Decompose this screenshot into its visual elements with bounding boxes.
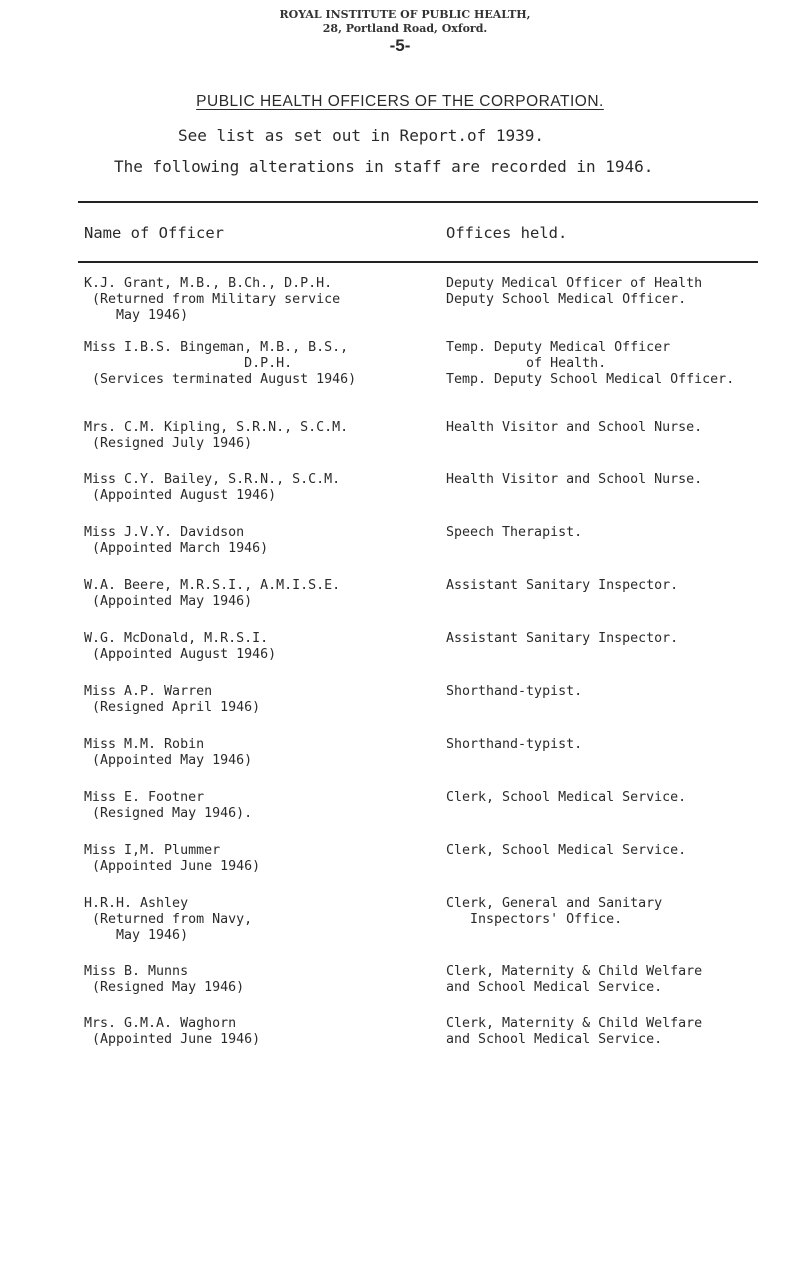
officer-name (84, 578, 340, 610)
officer-offices (446, 525, 582, 541)
officer-offices (446, 340, 734, 388)
officer-name (84, 340, 356, 388)
officer-offices (446, 1016, 702, 1048)
officer-name-line: Mrs. C.M. Kipling, S.R.N., S.C.M. (84, 420, 349, 435)
officer-name-line: Miss C.Y. Bailey, S.R.N., S.C.M. (84, 472, 341, 487)
officer-name (84, 843, 260, 875)
officer-name-line: (Appointed June 1946) (84, 1032, 261, 1047)
stamp-line-1: ROYAL INSTITUTE OF PUBLIC HEALTH, (279, 8, 531, 21)
officer-name (84, 790, 252, 822)
officer-office-line: Shorthand-typist. (446, 684, 583, 699)
officer-name-line: (Appointed May 1946) (84, 753, 253, 768)
officer-office-line: of Health. (446, 356, 607, 371)
stamp-line-2: 28, Portland Road, Oxford. (322, 22, 488, 35)
officer-office-line: Assistant Sanitary Inspector. (446, 631, 679, 646)
officer-offices (446, 684, 582, 700)
officer-name-line: W.A. Beere, M.R.S.I., A.M.I.S.E. (84, 578, 341, 593)
officer-name-line: Miss A.P. Warren (84, 684, 213, 699)
officer-office-line: Clerk, General and Sanitary (446, 896, 663, 911)
officer-offices (446, 420, 702, 436)
officer-office-line: Health Visitor and School Nurse. (446, 472, 703, 487)
officer-name-line: (Returned from Navy, (84, 912, 253, 927)
officer-office-line: Health Visitor and School Nurse. (446, 420, 703, 435)
officer-name-line: (Returned from Military service (84, 292, 341, 307)
officer-name-line: Miss I.B.S. Bingeman, M.B., B.S., (84, 340, 349, 355)
officer-name-line: K.J. Grant, M.B., B.Ch., D.P.H. (84, 276, 333, 291)
officer-office-line: Deputy School Medical Officer. (446, 292, 687, 307)
officer-name-line: (Resigned July 1946) (84, 436, 253, 451)
officer-name-line: (Appointed August 1946) (84, 647, 277, 662)
officer-name-line: Miss I,M. Plummer (84, 843, 221, 858)
officer-office-line: and School Medical Service. (446, 1032, 663, 1047)
officer-office-line: Assistant Sanitary Inspector. (446, 578, 679, 593)
officer-name (84, 684, 260, 716)
officer-name (84, 737, 252, 769)
officer-name-line: Miss E. Footner (84, 790, 205, 805)
officer-name (84, 896, 252, 944)
officer-offices (446, 896, 662, 928)
officer-office-line: Clerk, School Medical Service. (446, 790, 687, 805)
officer-name (84, 276, 340, 324)
officer-office-line: Clerk, Maternity & Child Welfare (446, 964, 703, 979)
officer-name-line: May 1946) (84, 308, 189, 323)
officer-office-line: Temp. Deputy School Medical Officer. (446, 372, 735, 387)
officer-name-line: (Resigned May 1946) (84, 980, 245, 995)
officer-offices (446, 631, 678, 647)
officer-name (84, 631, 276, 663)
officer-name (84, 525, 268, 557)
intro-line-2: The following alterations in staff are recorded in 1946. (114, 157, 654, 176)
officer-name-line: Miss B. Munns (84, 964, 189, 979)
officer-name-line: (Appointed March 1946) (84, 541, 269, 556)
intro-line-1: See list as set out in Report.of 1939. (178, 126, 545, 145)
officer-name-line: (Appointed June 1946) (84, 859, 261, 874)
officer-name-line: (Resigned April 1946) (84, 700, 261, 715)
officer-offices (446, 276, 702, 308)
officer-name-line: (Services terminated August 1946) (84, 372, 357, 387)
officer-name-line: Mrs. G.M.A. Waghorn (84, 1016, 237, 1031)
officer-name (84, 964, 244, 996)
officer-office-line: Clerk, School Medical Service. (446, 843, 687, 858)
officer-name (84, 1016, 260, 1048)
officer-office-line: Shorthand-typist. (446, 737, 583, 752)
officer-office-line: Temp. Deputy Medical Officer (446, 340, 671, 355)
officer-name-line: May 1946) (84, 928, 189, 943)
officer-offices (446, 964, 702, 996)
column-header-offices: Offices held. (446, 224, 568, 242)
officer-offices (446, 472, 702, 488)
officer-office-line: Speech Therapist. (446, 525, 583, 540)
officer-name-line: Miss M.M. Robin (84, 737, 205, 752)
officer-office-line: Clerk, Maternity & Child Welfare (446, 1016, 703, 1031)
officer-offices (446, 578, 678, 594)
officer-name-line: D.P.H. (84, 356, 293, 371)
officer-name (84, 472, 340, 504)
officer-name-line: (Appointed August 1946) (84, 488, 277, 503)
officer-name-line: (Appointed May 1946) (84, 594, 253, 609)
officer-name-line: (Resigned May 1946). (84, 806, 253, 821)
officer-office-line: and School Medical Service. (446, 980, 663, 995)
officer-office-line: Deputy Medical Officer of Health (446, 276, 703, 291)
page-number: -5- (389, 36, 411, 55)
officer-name (84, 420, 348, 452)
officer-name-line: W.G. McDonald, M.R.S.I. (84, 631, 269, 646)
page-title-text: PUBLIC HEALTH OFFICERS OF THE CORPORATION. (196, 93, 604, 110)
officer-name-line: H.R.H. Ashley (84, 896, 189, 911)
officer-office-line: Inspectors' Office. (446, 912, 623, 927)
column-header-name: Name of Officer (84, 224, 224, 242)
officer-name-line: Miss J.V.Y. Davidson (84, 525, 245, 540)
officer-offices (446, 737, 582, 753)
officer-offices (446, 790, 686, 806)
officer-offices (446, 843, 686, 859)
